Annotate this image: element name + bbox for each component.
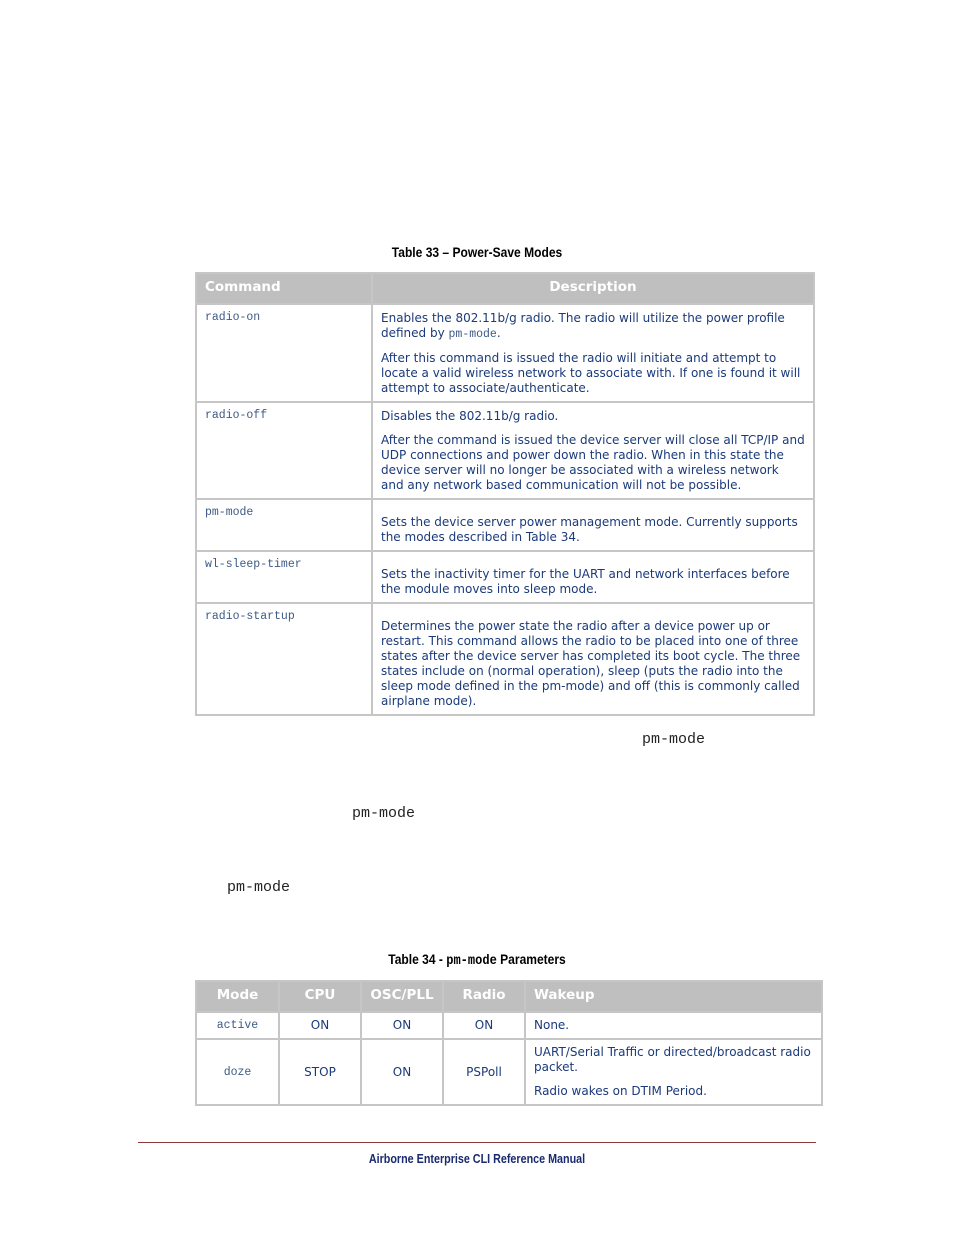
caption-text: Table 34 -: [388, 951, 447, 967]
description-text: After the command is issued the device server will close all TCP/IP and UDP connections and power down the radio. When in this state the device server will no longer be associated with a wireless network and any network based communication will not be possible.: [381, 433, 805, 492]
body-code-fragment: pm-mode: [642, 731, 706, 748]
description-text: Sets the device server power management mode. Currently supports the modes described in Table 34.: [381, 515, 798, 544]
command-cell: radio-off: [196, 402, 372, 499]
command-cell: wl-sleep-timer: [196, 551, 372, 603]
table-row: [196, 304, 814, 402]
mode-cell: doze: [196, 1039, 279, 1105]
radio-cell: ON: [443, 1012, 525, 1039]
footer-rule: [138, 1142, 816, 1143]
table-row: [196, 603, 814, 715]
description-text: Sets the inactivity timer for the UART and network interfaces before the module moves into sleep mode.: [381, 567, 790, 596]
caption-text: Parameters: [496, 951, 566, 967]
footer-title: Airborne Enterprise CLI Reference Manual: [368, 1152, 586, 1166]
description-text: .: [496, 326, 501, 340]
osc-pll-cell: ON: [361, 1012, 443, 1039]
body-code-fragment: pm-mode: [227, 879, 291, 896]
description-cell: [372, 304, 814, 402]
description-cell: [372, 499, 814, 551]
wakeup-text: UART/Serial Traffic or directed/broadcast radio packet.: [534, 1045, 811, 1074]
description-cell: [372, 551, 814, 603]
description-cell: [372, 603, 814, 715]
description-text: Enables the 802.11b/g radio. The radio will utilize the power profile defined by: [381, 311, 785, 340]
command-cell: radio-startup: [196, 603, 372, 715]
wakeup-text: Radio wakes on DTIM Period.: [534, 1084, 707, 1098]
table-row: [196, 1012, 822, 1039]
description-text: After this command is issued the radio will initiate and attempt to locate a valid wireless network to associate with. If one is found it will attempt to associate/authenticate.: [381, 351, 801, 395]
column-header-cpu: CPU: [279, 981, 361, 1012]
cpu-cell: ON: [279, 1012, 361, 1039]
command-cell: radio-on: [196, 304, 372, 402]
table-header-row: [196, 273, 814, 304]
caption-code: pm-mode: [446, 953, 497, 969]
table-row: [196, 551, 814, 603]
column-header-description: Description: [372, 273, 814, 304]
wakeup-text: None.: [534, 1018, 570, 1032]
column-header-wakeup: Wakeup: [525, 981, 822, 1012]
table-33-caption: Table 33 – Power-Save Modes: [391, 244, 563, 260]
inline-code: pm-mode: [448, 328, 497, 341]
column-header-mode: Mode: [196, 981, 279, 1012]
table-row: [196, 499, 814, 551]
description-cell: [372, 402, 814, 499]
radio-cell: PSPoll: [443, 1039, 525, 1105]
description-text: Determines the power state the radio after a device power up or restart. This command allows the radio to be placed into one of three states after the device server has completed its boot cycle. The three states include on (normal operation), sleep (puts the radio into the sleep mode defined in the pm-mode) and off (this is commonly called airplane mode).: [381, 619, 801, 708]
wakeup-cell: [525, 1039, 822, 1105]
power-save-modes-table: [195, 272, 815, 716]
wakeup-cell: [525, 1012, 822, 1039]
column-header-radio: Radio: [443, 981, 525, 1012]
cpu-cell: STOP: [279, 1039, 361, 1105]
table-row: [196, 1039, 822, 1105]
table-row: [196, 402, 814, 499]
column-header-command: Command: [196, 273, 372, 304]
osc-pll-cell: ON: [361, 1039, 443, 1105]
pm-mode-parameters-table: [195, 980, 823, 1106]
mode-cell: active: [196, 1012, 279, 1039]
column-header-osc-pll: OSC/PLL: [361, 981, 443, 1012]
description-text: Disables the 802.11b/g radio.: [381, 409, 559, 423]
table-34-caption: [67, 951, 887, 969]
body-code-fragment: pm-mode: [352, 805, 416, 822]
command-cell: pm-mode: [196, 499, 372, 551]
table-header-row: [196, 981, 822, 1012]
